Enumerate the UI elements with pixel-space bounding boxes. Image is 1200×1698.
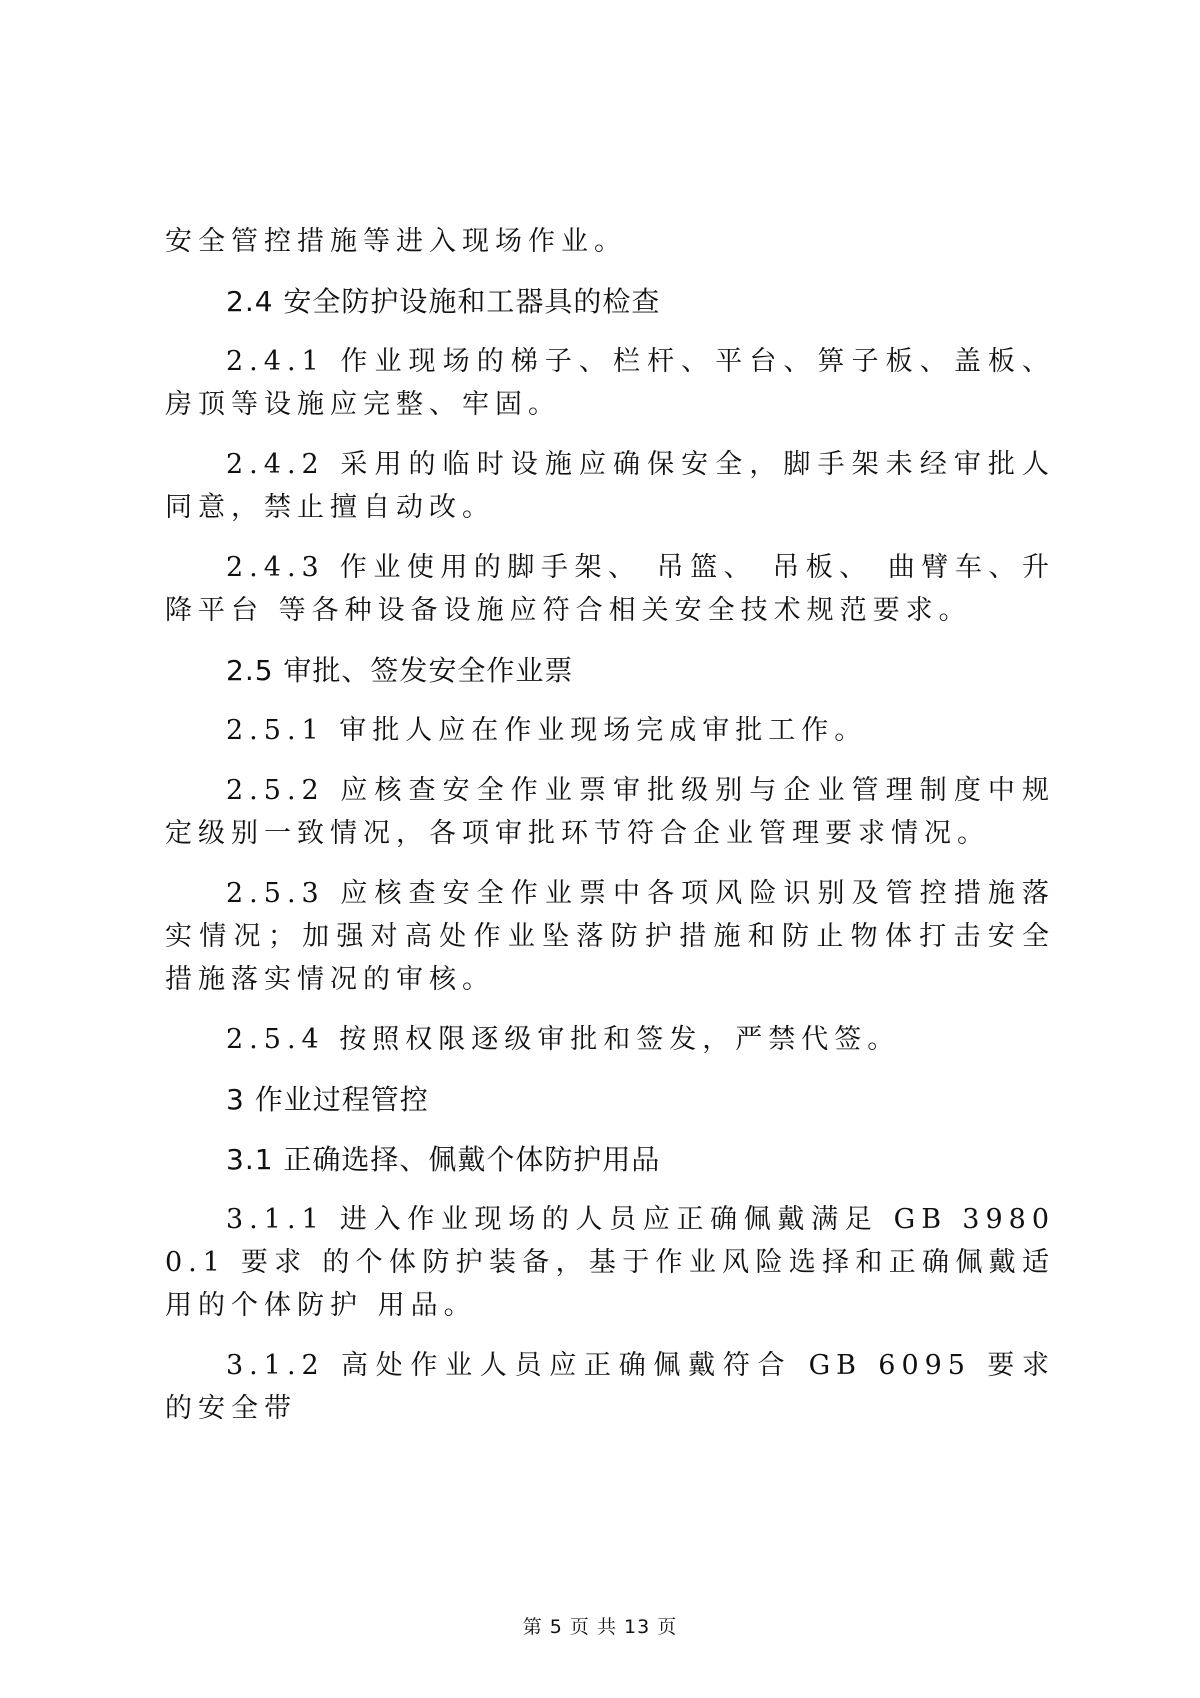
paragraph-2-5-2: 2.5.2 应核查安全作业票审批级别与企业管理制度中规定级别一致情况，各项审批环节符合企业管理要求情况。 (165, 775, 1056, 849)
paragraph-2-5-1: 2.5.1 审批人应在作业现场完成审批工作。 (226, 715, 868, 746)
paragraph-continuation: 安全管控措施等进入现场作业。 (165, 226, 627, 257)
paragraph-3-1-1: 3.1.1 进入作业现场的人员应正确佩戴满足 GB 39800.1 要求 的个体防护装备，基于作业风险选择和正确佩戴适用的个体防护 用品。 (165, 1204, 1055, 1321)
section-heading-3-1: 3.1 正确选择、佩戴个体防护用品 (226, 1143, 661, 1176)
paragraph-2-5-3: 2.5.3 应核查安全作业票中各项风险识别及管控措施落实情况；加强对高处作业坠落防护措施和防止物体打击安全措施落实情况的审核。 (165, 878, 1056, 995)
paragraph-2-4-2: 2.4.2 采用的临时设施应确保安全，脚手架未经审批人同意，禁止擅自动改。 (165, 449, 1056, 523)
page-number-footer: 第 5 页 共 13 页 (522, 1616, 678, 1638)
section-heading-3: 3 作业过程管控 (226, 1083, 429, 1116)
document-body (165, 220, 1055, 1447)
section-heading-2-5: 2.5 审批、签发安全作业票 (226, 654, 574, 687)
paragraph-2-4-3: 2.4.3 作业使用的脚手架、 吊篮、 吊板、 曲臂车、升降平台 等各种设备设施应符合相关安全技术规范要求。 (165, 552, 1055, 626)
paragraph-2-4-1: 2.4.1 作业现场的梯子、栏杆、平台、箅子板、盖板、房顶等设施应完整、牢固。 (165, 346, 1056, 420)
section-heading-2-4: 2.4 安全防护设施和工器具的检查 (226, 285, 661, 318)
paragraph-3-1-2: 3.1.2 高处作业人员应正确佩戴符合 GB 6095 要求的安全带 (165, 1350, 1055, 1424)
paragraph-2-5-4: 2.5.4 按照权限逐级审批和签发，严禁代签。 (226, 1024, 901, 1055)
